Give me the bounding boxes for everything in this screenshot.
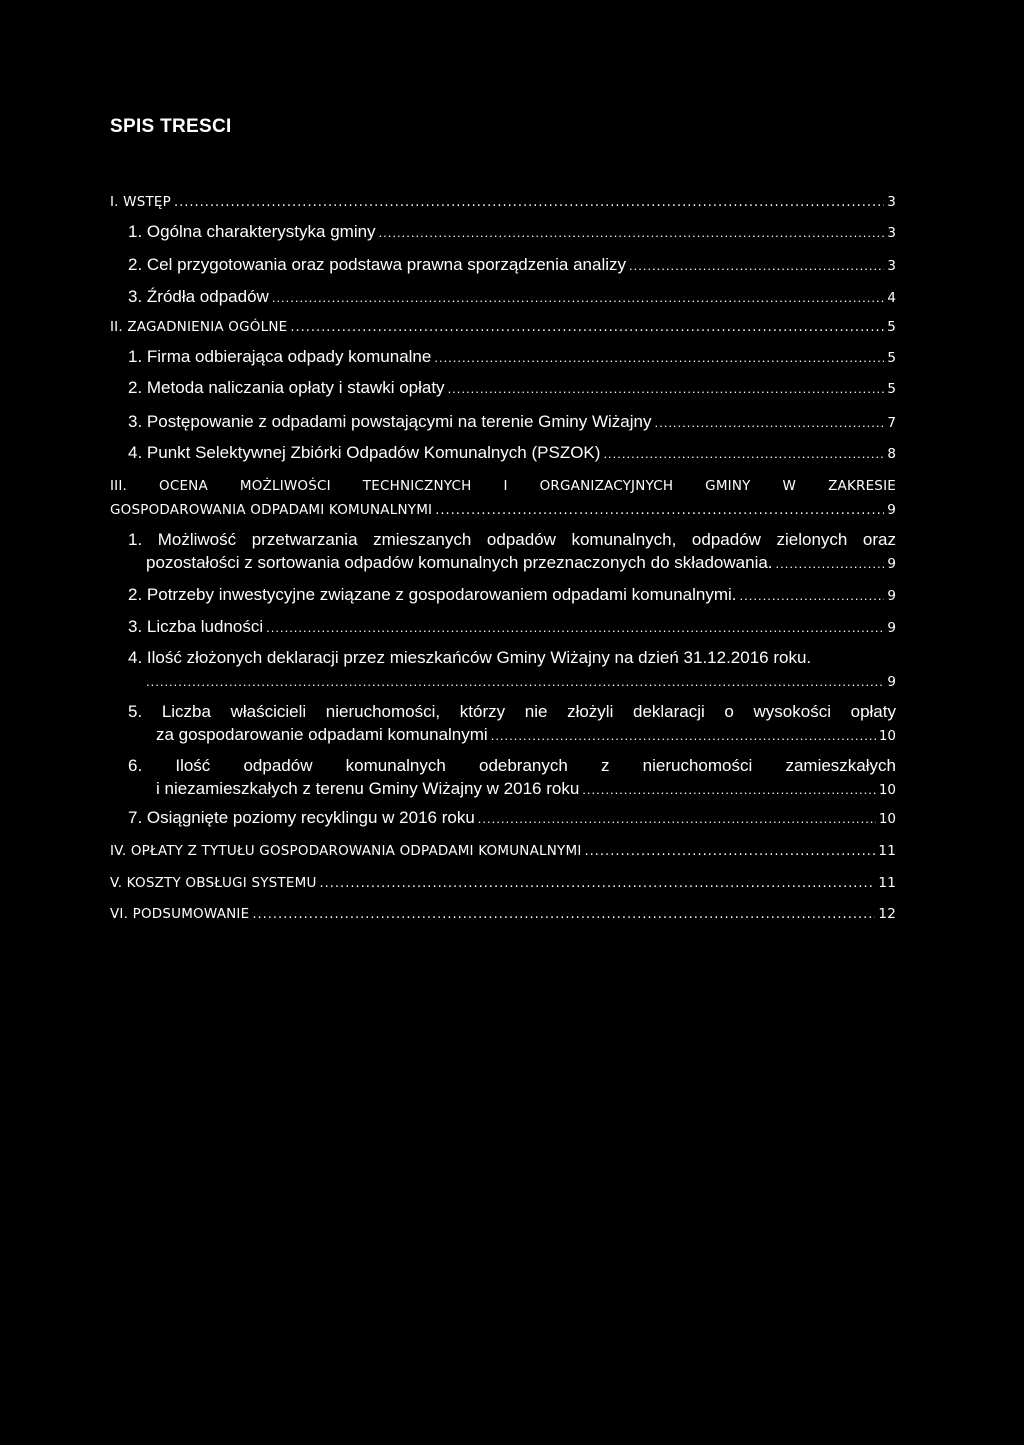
toc-entry[interactable] [110,904,896,925]
toc-entry-line2 [156,725,896,746]
toc-leader [582,780,876,800]
toc-leader [379,223,885,243]
toc-entry-label: VI. PODSUMOWANIE [110,906,250,922]
toc-entry-label-line1: 5. Liczba właścicieli nieruchomości, którzy nie złożyli deklaracji o wysokości opłaty [128,702,896,721]
toc-entry[interactable] [128,756,896,800]
toc-entry-page: 5 [887,350,896,366]
toc-entry-page: 10 [878,728,896,744]
toc-leader [448,379,885,399]
toc-entry[interactable] [110,317,896,338]
toc-entry-page: 7 [887,415,896,431]
toc-entry[interactable] [128,255,896,276]
toc-entry-page: 11 [878,843,896,859]
toc-entry-label-line2: i niezamieszkałych z terenu Gminy Wiżajny w 2016 roku [156,779,580,798]
toc-entry-page: 4 [887,290,896,306]
toc-entry-page: 3 [887,258,896,274]
toc-entry-label: 1. Ogólna charakterystyka gminy [128,222,376,241]
toc-leader [146,672,884,692]
toc-leader [272,288,885,308]
toc-entry[interactable] [128,702,896,746]
toc-entry-label: V. KOSZTY OBSŁUGI SYSTEMU [110,875,317,891]
toc-entry-line2 [110,500,896,521]
toc-entry[interactable] [110,476,896,520]
toc-entry[interactable] [128,412,896,433]
toc-entry-label: 1. Firma odbierająca odpady komunalne [128,347,432,366]
toc-entry[interactable] [110,873,896,894]
toc-entry-label-line2: GOSPODAROWANIA ODPADAMI KOMUNALNYMI [110,502,433,518]
toc-leader [266,618,884,638]
toc-entry-line2 [146,553,896,574]
toc-leader [491,726,876,746]
toc-entry-page: 9 [887,620,896,636]
toc-entry-label: II. ZAGADNIENIA OGÓLNE [110,319,288,335]
toc-entry-page: 10 [878,811,896,827]
toc-entry-label: 7. Osiągnięte poziomy recyklingu w 2016 roku [128,808,475,827]
toc-entry[interactable] [128,378,896,399]
toc-entry[interactable] [128,347,896,368]
toc-entry[interactable] [128,287,896,308]
toc-entry[interactable] [128,443,896,464]
toc-entry-page: 3 [887,194,896,210]
toc-entry[interactable] [110,192,896,213]
toc-entry-label: I. WSTĘP [110,194,171,210]
toc-entry-label: IV. OPŁATY Z TYTUŁU GOSPODAROWANIA ODPADAMI KOMUNALNYMI [110,843,582,859]
toc-leader [290,318,884,338]
toc-leader [740,586,885,606]
toc-leader [776,554,885,574]
toc-entry[interactable] [128,617,896,638]
toc-entry-page: 5 [887,381,896,397]
toc-leader [320,874,876,894]
toc-entry-label: 4. Punkt Selektywnej Zbiórki Odpadów Komunalnych (PSZOK) [128,443,601,462]
toc-leader [478,809,876,829]
toc-entry-line2 [156,779,896,800]
toc-entry-label-line1: III. OCENA MOŻLIWOŚCI TECHNICZNYCH I ORGANIZACYJNYCH GMINY W ZAKRESIE [110,478,896,494]
toc-entry-page: 9 [887,556,896,572]
toc-entry-label: 3. Liczba ludności [128,617,264,636]
toc-entry-label-line2: za gospodarowanie odpadami komunalnymi [156,725,488,744]
toc-entry-page: 8 [887,446,896,462]
toc-entry-label: 3. Źródła odpadów [128,287,269,306]
toc-entry-label-line1: 6. Ilość odpadów komunalnych odebranych z nieruchomości zamieszkałych [128,756,896,775]
toc-leader [585,842,876,862]
toc-entry-page: 5 [887,319,896,335]
toc-entry-label-line1: 1. Możliwość przetwarzania zmieszanych odpadów komunalnych, odpadów zielonych oraz [128,530,896,549]
toc-entry-page: 12 [878,906,896,922]
page-title: SPIS TRESCI [110,116,232,137]
toc-entry-page: 9 [887,588,896,604]
toc-leader [174,193,884,213]
toc-entry-page: 3 [887,225,896,241]
toc-leader [252,905,875,925]
toc-entry[interactable] [128,530,896,574]
toc-entry-line2 [146,672,896,692]
toc-entry-page: 11 [878,875,896,891]
toc-entry-page: 9 [887,502,896,518]
toc-entry[interactable] [128,808,896,829]
toc-leader [435,501,884,521]
toc-entry-label: 2. Potrzeby inwestycyjne związane z gospodarowaniem odpadami komunalnymi. [128,585,737,604]
toc-leader [629,256,884,276]
toc-entry-page: 9 [887,674,896,690]
toc-entry-label: 2. Metoda naliczania opłaty i stawki opłaty [128,378,445,397]
toc-leader [434,348,884,368]
toc-leader [603,444,884,464]
toc-entry-label-line2: pozostałości z sortowania odpadów komunalnych przeznaczonych do składowania. [146,553,773,572]
toc-entry[interactable] [128,648,896,692]
toc-entry-label: 3. Postępowanie z odpadami powstającymi na terenie Gminy Wiżajny [128,412,652,431]
toc-entry-page: 10 [878,782,896,798]
toc-entry[interactable] [110,841,896,862]
toc-entry-label: 2. Cel przygotowania oraz podstawa prawna sporządzenia analizy [128,255,627,274]
toc-entry[interactable] [128,222,896,243]
toc-entry-label-line1: 4. Ilość złożonych deklaracji przez mieszkańców Gminy Wiżajny na dzień 31.12.2016 roku. [128,648,812,667]
toc-entry[interactable] [128,585,896,606]
toc-leader [654,413,884,433]
